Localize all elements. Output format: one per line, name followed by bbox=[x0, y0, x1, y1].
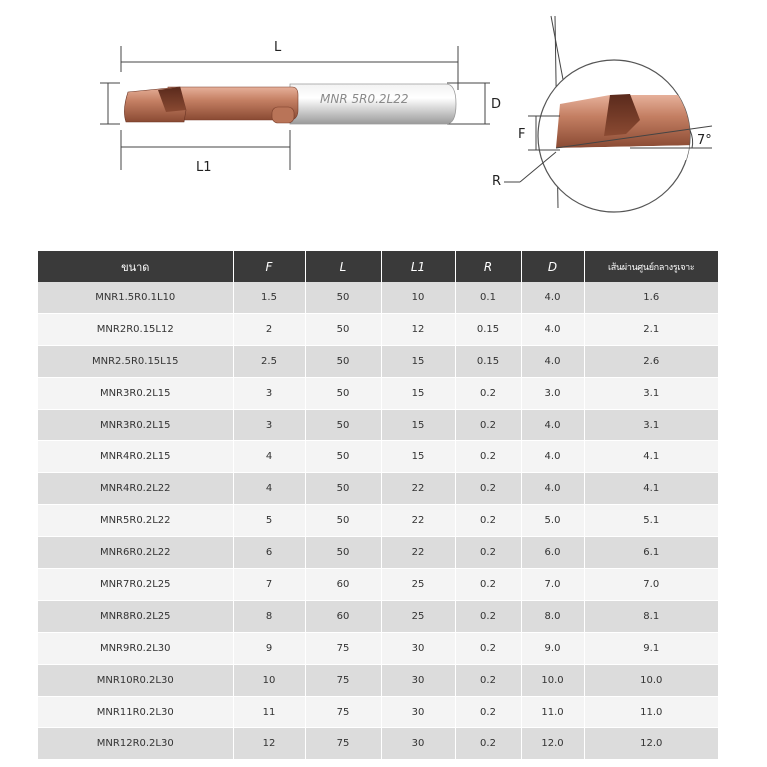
table-cell-R: 0.2 bbox=[455, 409, 521, 441]
table-cell-L: 60 bbox=[305, 600, 381, 632]
table-cell-hole: 8.1 bbox=[584, 600, 718, 632]
table-cell-size: MNR3R0.2L15 bbox=[38, 377, 233, 409]
table-cell-R: 0.2 bbox=[455, 537, 521, 569]
table-cell-D: 11.0 bbox=[521, 696, 584, 728]
table-cell-size: MNR10R0.2L30 bbox=[38, 664, 233, 696]
table-cell-F: 6 bbox=[233, 537, 305, 569]
table-cell-L: 50 bbox=[305, 282, 381, 313]
table-row bbox=[38, 632, 718, 664]
table-cell-hole: 10.0 bbox=[584, 664, 718, 696]
table-cell-R: 0.2 bbox=[455, 696, 521, 728]
table-cell-F: 11 bbox=[233, 696, 305, 728]
table-cell-D: 5.0 bbox=[521, 505, 584, 537]
table-cell-hole: 1.6 bbox=[584, 282, 718, 313]
table-cell-size: MNR5R0.2L22 bbox=[38, 505, 233, 537]
table-cell-L: 50 bbox=[305, 377, 381, 409]
header-L1: L1 bbox=[381, 251, 455, 282]
table-cell-L1: 15 bbox=[381, 345, 455, 377]
table-cell-L: 75 bbox=[305, 664, 381, 696]
table-cell-L1: 12 bbox=[381, 313, 455, 345]
table-cell-F: 4 bbox=[233, 441, 305, 473]
table-cell-F: 2.5 bbox=[233, 345, 305, 377]
table-cell-hole: 2.1 bbox=[584, 313, 718, 345]
table-row bbox=[38, 505, 718, 537]
table-row bbox=[38, 377, 718, 409]
table-cell-L1: 22 bbox=[381, 537, 455, 569]
header-size: ขนาด bbox=[38, 251, 233, 282]
table-cell-L: 75 bbox=[305, 696, 381, 728]
header-R: R bbox=[455, 251, 521, 282]
table-cell-size: MNR7R0.2L25 bbox=[38, 569, 233, 601]
table-cell-hole: 12.0 bbox=[584, 728, 718, 760]
table-cell-R: 0.2 bbox=[455, 377, 521, 409]
table-cell-size: MNR8R0.2L25 bbox=[38, 600, 233, 632]
table-cell-L: 60 bbox=[305, 569, 381, 601]
header-D: D bbox=[521, 251, 584, 282]
tip-detail-view bbox=[492, 16, 712, 212]
table-cell-F: 9 bbox=[233, 632, 305, 664]
table-cell-D: 7.0 bbox=[521, 569, 584, 601]
table-row bbox=[38, 696, 718, 728]
table-cell-D: 6.0 bbox=[521, 537, 584, 569]
table-cell-L: 50 bbox=[305, 409, 381, 441]
table-cell-size: MNR2.5R0.15L15 bbox=[38, 345, 233, 377]
table-cell-L: 75 bbox=[305, 728, 381, 760]
table-cell-size: MNR6R0.2L22 bbox=[38, 537, 233, 569]
table-cell-R: 0.15 bbox=[455, 345, 521, 377]
table-cell-hole: 9.1 bbox=[584, 632, 718, 664]
table-cell-D: 4.0 bbox=[521, 345, 584, 377]
table-cell-D: 9.0 bbox=[521, 632, 584, 664]
header-L: L bbox=[305, 251, 381, 282]
table-cell-L1: 30 bbox=[381, 632, 455, 664]
table-cell-L: 50 bbox=[305, 473, 381, 505]
table-cell-hole: 5.1 bbox=[584, 505, 718, 537]
table-cell-L1: 15 bbox=[381, 441, 455, 473]
spec-table bbox=[38, 251, 718, 760]
table-cell-L: 50 bbox=[305, 441, 381, 473]
table-cell-R: 0.2 bbox=[455, 441, 521, 473]
table-cell-hole: 11.0 bbox=[584, 696, 718, 728]
table-cell-size: MNR3R0.2L15 bbox=[38, 409, 233, 441]
table-row bbox=[38, 313, 718, 345]
table-cell-L1: 15 bbox=[381, 377, 455, 409]
table-cell-L1: 15 bbox=[381, 409, 455, 441]
table-row bbox=[38, 537, 718, 569]
table-cell-D: 3.0 bbox=[521, 377, 584, 409]
table-cell-L: 50 bbox=[305, 345, 381, 377]
dimension-label-L: L bbox=[274, 40, 282, 55]
table-cell-D: 12.0 bbox=[521, 728, 584, 760]
dimension-label-R: R bbox=[492, 174, 502, 189]
table-cell-size: MNR9R0.2L30 bbox=[38, 632, 233, 664]
table-cell-L1: 25 bbox=[381, 600, 455, 632]
table-cell-L: 50 bbox=[305, 537, 381, 569]
table-cell-F: 10 bbox=[233, 664, 305, 696]
table-cell-R: 0.2 bbox=[455, 569, 521, 601]
table-cell-F: 8 bbox=[233, 600, 305, 632]
table-cell-F: 12 bbox=[233, 728, 305, 760]
table-cell-F: 5 bbox=[233, 505, 305, 537]
table-cell-D: 8.0 bbox=[521, 600, 584, 632]
table-cell-D: 10.0 bbox=[521, 664, 584, 696]
table-cell-L1: 22 bbox=[381, 473, 455, 505]
table-row bbox=[38, 441, 718, 473]
table-row bbox=[38, 345, 718, 377]
table-body bbox=[38, 282, 718, 760]
dimension-label-D: D bbox=[491, 97, 502, 112]
shank-marking: MNR 5R0.2L22 bbox=[320, 92, 409, 106]
table-cell-D: 4.0 bbox=[521, 313, 584, 345]
table-cell-size: MNR4R0.2L15 bbox=[38, 441, 233, 473]
header-F: F bbox=[233, 251, 305, 282]
table-cell-D: 4.0 bbox=[521, 282, 584, 313]
dimension-label-F: F bbox=[518, 127, 526, 142]
dimension-label-angle: 7° bbox=[697, 133, 712, 148]
table-cell-L1: 30 bbox=[381, 664, 455, 696]
table-cell-L: 50 bbox=[305, 313, 381, 345]
table-row bbox=[38, 569, 718, 601]
dimension-label-L1: L1 bbox=[196, 160, 212, 175]
header-hole-diameter: เส้นผ่านศูนย์กลางรูเจาะ bbox=[584, 251, 718, 282]
table-cell-L: 50 bbox=[305, 505, 381, 537]
table-cell-R: 0.15 bbox=[455, 313, 521, 345]
table-cell-F: 7 bbox=[233, 569, 305, 601]
table-cell-size: MNR1.5R0.1L10 bbox=[38, 282, 233, 313]
table-row bbox=[38, 473, 718, 505]
tool-diagram bbox=[0, 0, 767, 230]
table-cell-F: 1.5 bbox=[233, 282, 305, 313]
table-cell-size: MNR12R0.2L30 bbox=[38, 728, 233, 760]
table-cell-D: 4.0 bbox=[521, 441, 584, 473]
table-cell-hole: 7.0 bbox=[584, 569, 718, 601]
table-row bbox=[38, 664, 718, 696]
table-cell-L1: 30 bbox=[381, 696, 455, 728]
table-cell-L1: 25 bbox=[381, 569, 455, 601]
table-cell-D: 4.0 bbox=[521, 409, 584, 441]
table-cell-hole: 6.1 bbox=[584, 537, 718, 569]
table-row bbox=[38, 600, 718, 632]
table-cell-R: 0.1 bbox=[455, 282, 521, 313]
table-cell-D: 4.0 bbox=[521, 473, 584, 505]
table-cell-R: 0.2 bbox=[455, 728, 521, 760]
table-cell-L: 75 bbox=[305, 632, 381, 664]
table-cell-size: MNR2R0.15L12 bbox=[38, 313, 233, 345]
table-cell-size: MNR11R0.2L30 bbox=[38, 696, 233, 728]
table-cell-L1: 30 bbox=[381, 728, 455, 760]
table-cell-R: 0.2 bbox=[455, 600, 521, 632]
table-cell-hole: 4.1 bbox=[584, 441, 718, 473]
table-cell-F: 3 bbox=[233, 409, 305, 441]
table-header-row bbox=[38, 251, 718, 282]
table-row bbox=[38, 282, 718, 313]
table-cell-hole: 2.6 bbox=[584, 345, 718, 377]
table-cell-F: 2 bbox=[233, 313, 305, 345]
table-cell-R: 0.2 bbox=[455, 505, 521, 537]
tool-side-view bbox=[100, 40, 501, 175]
table-cell-L1: 22 bbox=[381, 505, 455, 537]
table-cell-R: 0.2 bbox=[455, 664, 521, 696]
table-cell-size: MNR4R0.2L22 bbox=[38, 473, 233, 505]
table-cell-R: 0.2 bbox=[455, 632, 521, 664]
table-cell-hole: 3.1 bbox=[584, 377, 718, 409]
table-cell-F: 4 bbox=[233, 473, 305, 505]
table-cell-hole: 3.1 bbox=[584, 409, 718, 441]
table-cell-R: 0.2 bbox=[455, 473, 521, 505]
table-cell-L1: 10 bbox=[381, 282, 455, 313]
table-row bbox=[38, 409, 718, 441]
table-cell-F: 3 bbox=[233, 377, 305, 409]
table-cell-hole: 4.1 bbox=[584, 473, 718, 505]
table-row bbox=[38, 728, 718, 760]
